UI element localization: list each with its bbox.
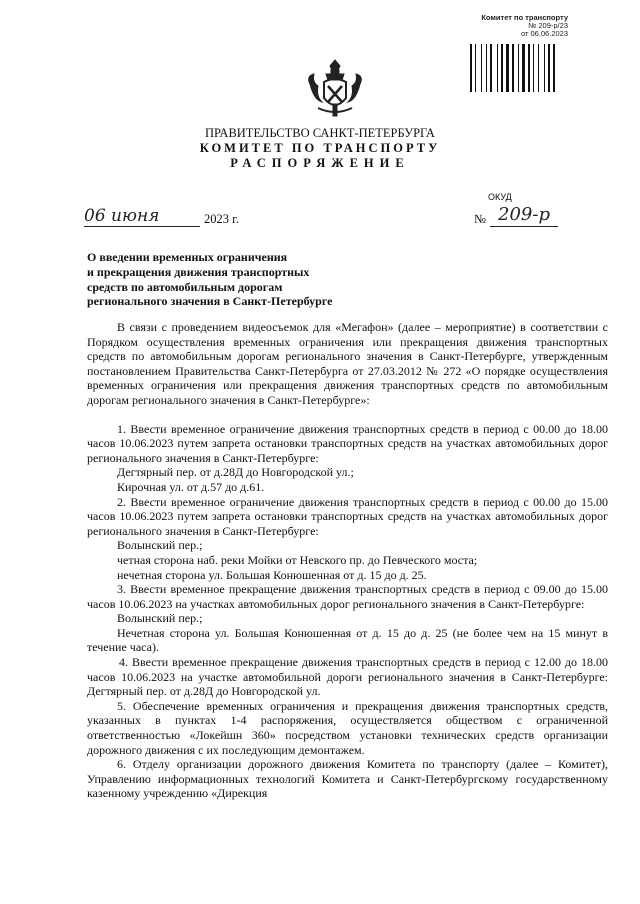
- item-1: 1. Ввести временное ограничение движения транспортных средств в период с 00.00 до 18.00 часов 10.06.2023 путем запрета остановки транспортных средств на участках автомобильных дорог регионального значения в Санкт-Петербурге:: [87, 421, 608, 465]
- document-body: [87, 320, 608, 801]
- item-2-location: Волынский пер.;: [117, 538, 203, 553]
- number-label: №: [474, 212, 486, 226]
- document-subject: [87, 250, 377, 309]
- item-4: 4. Ввести временное прекращение движения транспортных средств в период с 12.00 до 18.00 часов 10.06.2023 на участке автомобильной дороги регионального значения в Санкт-Петербурге: Дегтярный пер. от д.28Д до Новгородской ул.: [87, 655, 608, 699]
- subject-line: и прекращения движения транспортных: [87, 264, 310, 279]
- registration-stamp: [466, 14, 568, 38]
- coat-of-arms-icon: [304, 58, 366, 120]
- item-3-location: Нечетная сторона ул. Большая Конюшенная от д. 15 до д. 25 (не более чем на 15 минут в течение часа).: [87, 625, 608, 655]
- item-2: 2. Ввести временное ограничение движения транспортных средств в период с 00.00 до 15.00 часов 10.06.2023 путем запрета остановки транспортных средств на участках автомобильных дорог регионального значения в Санкт-Петербурге:: [87, 494, 608, 538]
- handwritten-date: 06 июня: [84, 206, 200, 227]
- preamble: В связи с проведением видеосъемок для «Мегафон» (далее – мероприятие) в соответствии с Порядком осуществления временных ограничения или прекращения движения транспортных средств по автомобильным дорогам регионального значения в Санкт-Петербурге, утвержденным постановлением Правительства Санкт-Петербурга от 27.03.2012 № 272 «О порядке осуществления временных ограничения или прекращения движения транспортных средств по автомобильным дорогам регионального значения в Санкт-Петербурге»:: [87, 320, 608, 407]
- item-3: 3. Ввести временное прекращение движения транспортных средств в период с 09.00 до 15.00 часов 10.06.2023 на участках автомобильных дорог регионального значения в Санкт-Петербурге:: [87, 582, 608, 611]
- item-3-location: Волынский пер.;: [117, 611, 203, 626]
- committee-name: КОМИТЕТ ПО ТРАНСПОРТУ: [199, 141, 441, 155]
- item-2-location: четная сторона наб. реки Мойки от Невского пр. до Певческого моста;: [117, 552, 478, 567]
- item-5: 5. Обеспечение временных ограничения и прекращения движения транспортных средств, указанных в пунктах 1-4 распоряжения, осуществляется обществом с ограниченной ответственностью «Локейшн 360» посредством установки технических средств организации дорожного движения с их последующим демонтажем.: [87, 698, 608, 757]
- stamp-committee: Комитет по транспорту: [481, 13, 568, 22]
- subject-line: регионального значения в Санкт-Петербурге: [87, 294, 333, 309]
- government-name: ПРАВИТЕЛЬСТВО САНКТ-ПЕТЕРБУРГА: [205, 126, 435, 140]
- okud-label: ОКУД: [488, 192, 512, 202]
- barcode-icon: [470, 44, 570, 92]
- document-type: РАСПОРЯЖЕНИЕ: [230, 156, 410, 170]
- item-1-location: Дегтярный пер. от д.28Д до Новгородской ул.;: [117, 465, 354, 480]
- item-6: 6. Отделу организации дорожного движения Комитета по транспорту (далее – Комитет), Управлению информационных технологий Комитета и Санкт-Петербургскому государственному казенному учреждению «Дирекция: [87, 757, 608, 801]
- subject-line: средств по автомобильным дорогам: [87, 279, 283, 294]
- stamp-date: от 06.06.2023: [520, 29, 568, 38]
- handwritten-number: 209-р: [490, 204, 558, 227]
- subject-line: О введении временных ограничения: [87, 250, 288, 264]
- date-year: 2023 г.: [204, 212, 239, 226]
- item-2-location: нечетная сторона ул. Большая Конюшенная от д. 15 до д. 25.: [117, 567, 427, 582]
- item-1-location: Кирочная ул. от д.57 до д.61.: [117, 479, 265, 494]
- stamp-number: № 209-р/23: [528, 21, 568, 30]
